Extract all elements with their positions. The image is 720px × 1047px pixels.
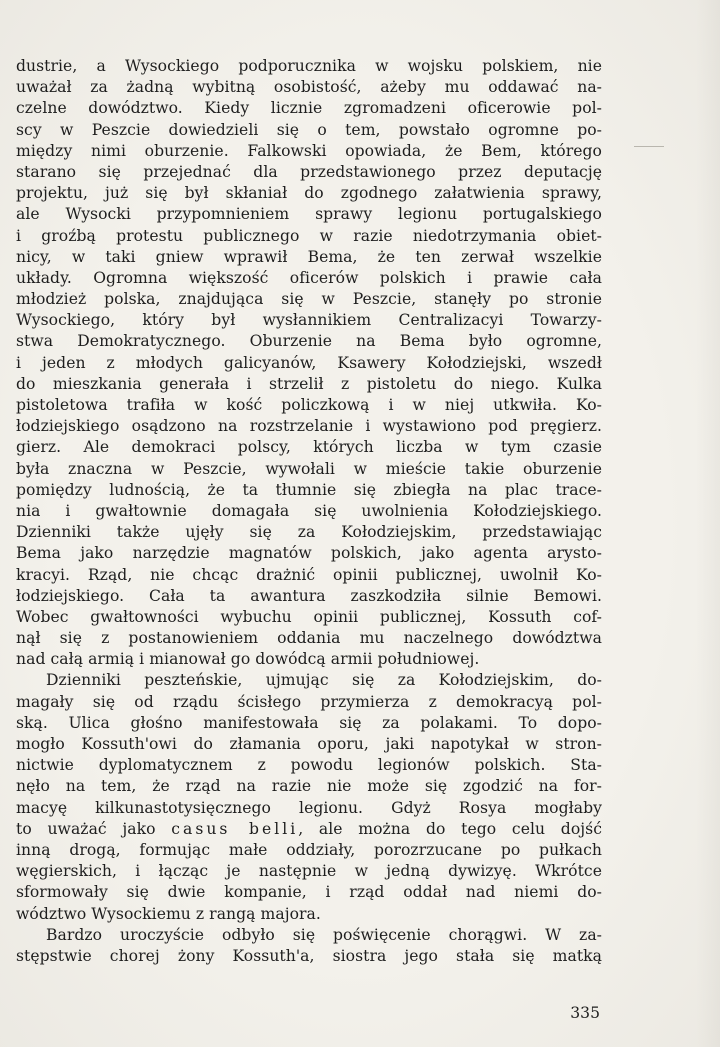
text-line: stwa Demokratycznego. Oburzenie na Bema było ogromne, — [16, 332, 602, 351]
text-line: inną drogą, formując małe oddziały, porozrzucane po pułkach — [16, 840, 602, 859]
text-line: mogło Kossuth'owi do złamania oporu, jaki napotykał w stron- — [16, 735, 602, 753]
text-line: Dzienniki także ujęły się za Kołodziejskim, przedstawiając — [16, 523, 602, 542]
margin-mark — [634, 146, 664, 147]
text-line: pistoletowa trafiła w kość policzkową i w niej utkwiła. Ko- — [16, 396, 602, 414]
text-line: nicy, w taki gniew wprawił Bema, że ten zerwał wszelkie — [16, 247, 602, 266]
text-line: uważał za żadną wybitną osobistość, ażeby mu oddawać na- — [16, 78, 602, 97]
text-line: projektu, już się był skłaniał do zgodnego załatwienia sprawy, — [16, 184, 602, 203]
text-line: Wobec gwałtowności wybuchu opinii publicznej, Kossuth cof- — [16, 607, 602, 626]
text-line: wództwo Wysockiemu z rangą majora. — [16, 904, 321, 923]
text-fragment: to uważać jako — [16, 819, 156, 838]
text-line: dustrie, a Wysockiego podporucznika w wojsku polskiem, nie — [16, 57, 602, 75]
text-line: nia i gwałtownie domagała się uwolnienia Kołodziejskiego. — [16, 501, 602, 520]
text-line: stępstwie chorej żony Kossuth'a, siostra jego stała się matką — [16, 946, 602, 965]
text-line: młodzież polska, znajdująca się w Peszcie, stanęły po stronie — [16, 290, 602, 309]
page-number: 335 — [570, 1004, 600, 1022]
text-line: ale Wysocki przypomnieniem sprawy legionu portugalskiego — [16, 205, 602, 224]
text-line: macyę kilkunastotysięcznego legionu. Gdyż Rosya mogłaby — [16, 798, 602, 817]
text-line: nął się z postanowieniem oddania mu naczelnego dowództwa — [16, 629, 602, 648]
text-line: nictwie dyplomatycznem z powodu legionów polskich. Sta- — [16, 756, 602, 775]
text-line: Dzienniki peszteńskie, ujmując się za Kołodziejskim, do- — [46, 671, 602, 690]
text-line: Wysockiego, który był wysłannikiem Centralizacyi Towarzy- — [16, 311, 602, 330]
text-line: między nimi oburzenie. Falkowski opowiada, że Bem, którego — [16, 141, 602, 160]
text-line: i groźbą protestu publicznego w razie niedotrzymania obiet- — [16, 226, 602, 245]
text-line: sformowały się dwie kompanie, i rząd oddał nad niemi do- — [16, 883, 602, 902]
text-line: starano się przejednać dla przedstawionego przez deputację — [16, 162, 602, 181]
text-line: nęło na tem, że rząd na razie nie może się zgodzić na for- — [16, 777, 602, 796]
text-line: łodziejskiego. Cała ta awantura zaszkodziła silnie Bemowi. — [16, 586, 602, 605]
body-text — [16, 56, 602, 967]
text-line: czelne dowództwo. Kiedy licznie zgromadzeni oficerowie pol- — [16, 99, 602, 118]
text-line: nad całą armią i mianował go dowódcą armii południowej. — [16, 650, 480, 669]
text-line: była znaczna w Peszcie, wywołali w mieście takie oburzenie — [16, 459, 602, 478]
text-line: do mieszkania generała i strzelił z pistoletu do niego. Kulka — [16, 374, 602, 393]
text-line: łodziejskiego osądzono na rozstrzelanie i wystawiono pod pręgierz. — [16, 417, 602, 436]
text-line: kracyi. Rząd, nie chcąc drażnić opinii publicznej, uwolnił Ko- — [16, 565, 602, 584]
text-line-with-emphasis — [16, 819, 602, 840]
text-line: scy w Peszcie dowiedzieli się o tem, powstało ogromne po- — [16, 120, 602, 139]
text-line: Bardzo uroczyście odbyło się poświęcenie chorągwi. W za- — [46, 925, 602, 944]
text-line: ską. Ulica głośno manifestowała się za polakami. To dopo- — [16, 713, 602, 732]
page-edge-shading — [696, 0, 720, 1047]
text-line: układy. Ogromna większość oficerów polskich i prawie cała — [16, 268, 602, 287]
text-line: Bema jako narzędzie magnatów polskich, jako agenta arysto- — [16, 544, 602, 563]
text-fragment: , ale można do tego celu dojść — [298, 819, 603, 838]
text-line: gierz. Ale demokraci polscy, których liczba w tym czasie — [16, 438, 602, 457]
text-line: i jeden z młodych galicyanów, Ksawery Kołodziejski, wszedł — [16, 353, 602, 372]
text-line: magały się od rządu ścisłego przymierza z demokracyą pol- — [16, 692, 602, 711]
text-line: węgierskich, i łącząc je następnie w jedną dywizyę. Wkrótce — [16, 862, 602, 881]
text-line: pomiędzy ludnością, że ta tłumnie się zbiegła na plac trace- — [16, 480, 602, 499]
emphasized-phrase: casus belli — [171, 819, 299, 838]
